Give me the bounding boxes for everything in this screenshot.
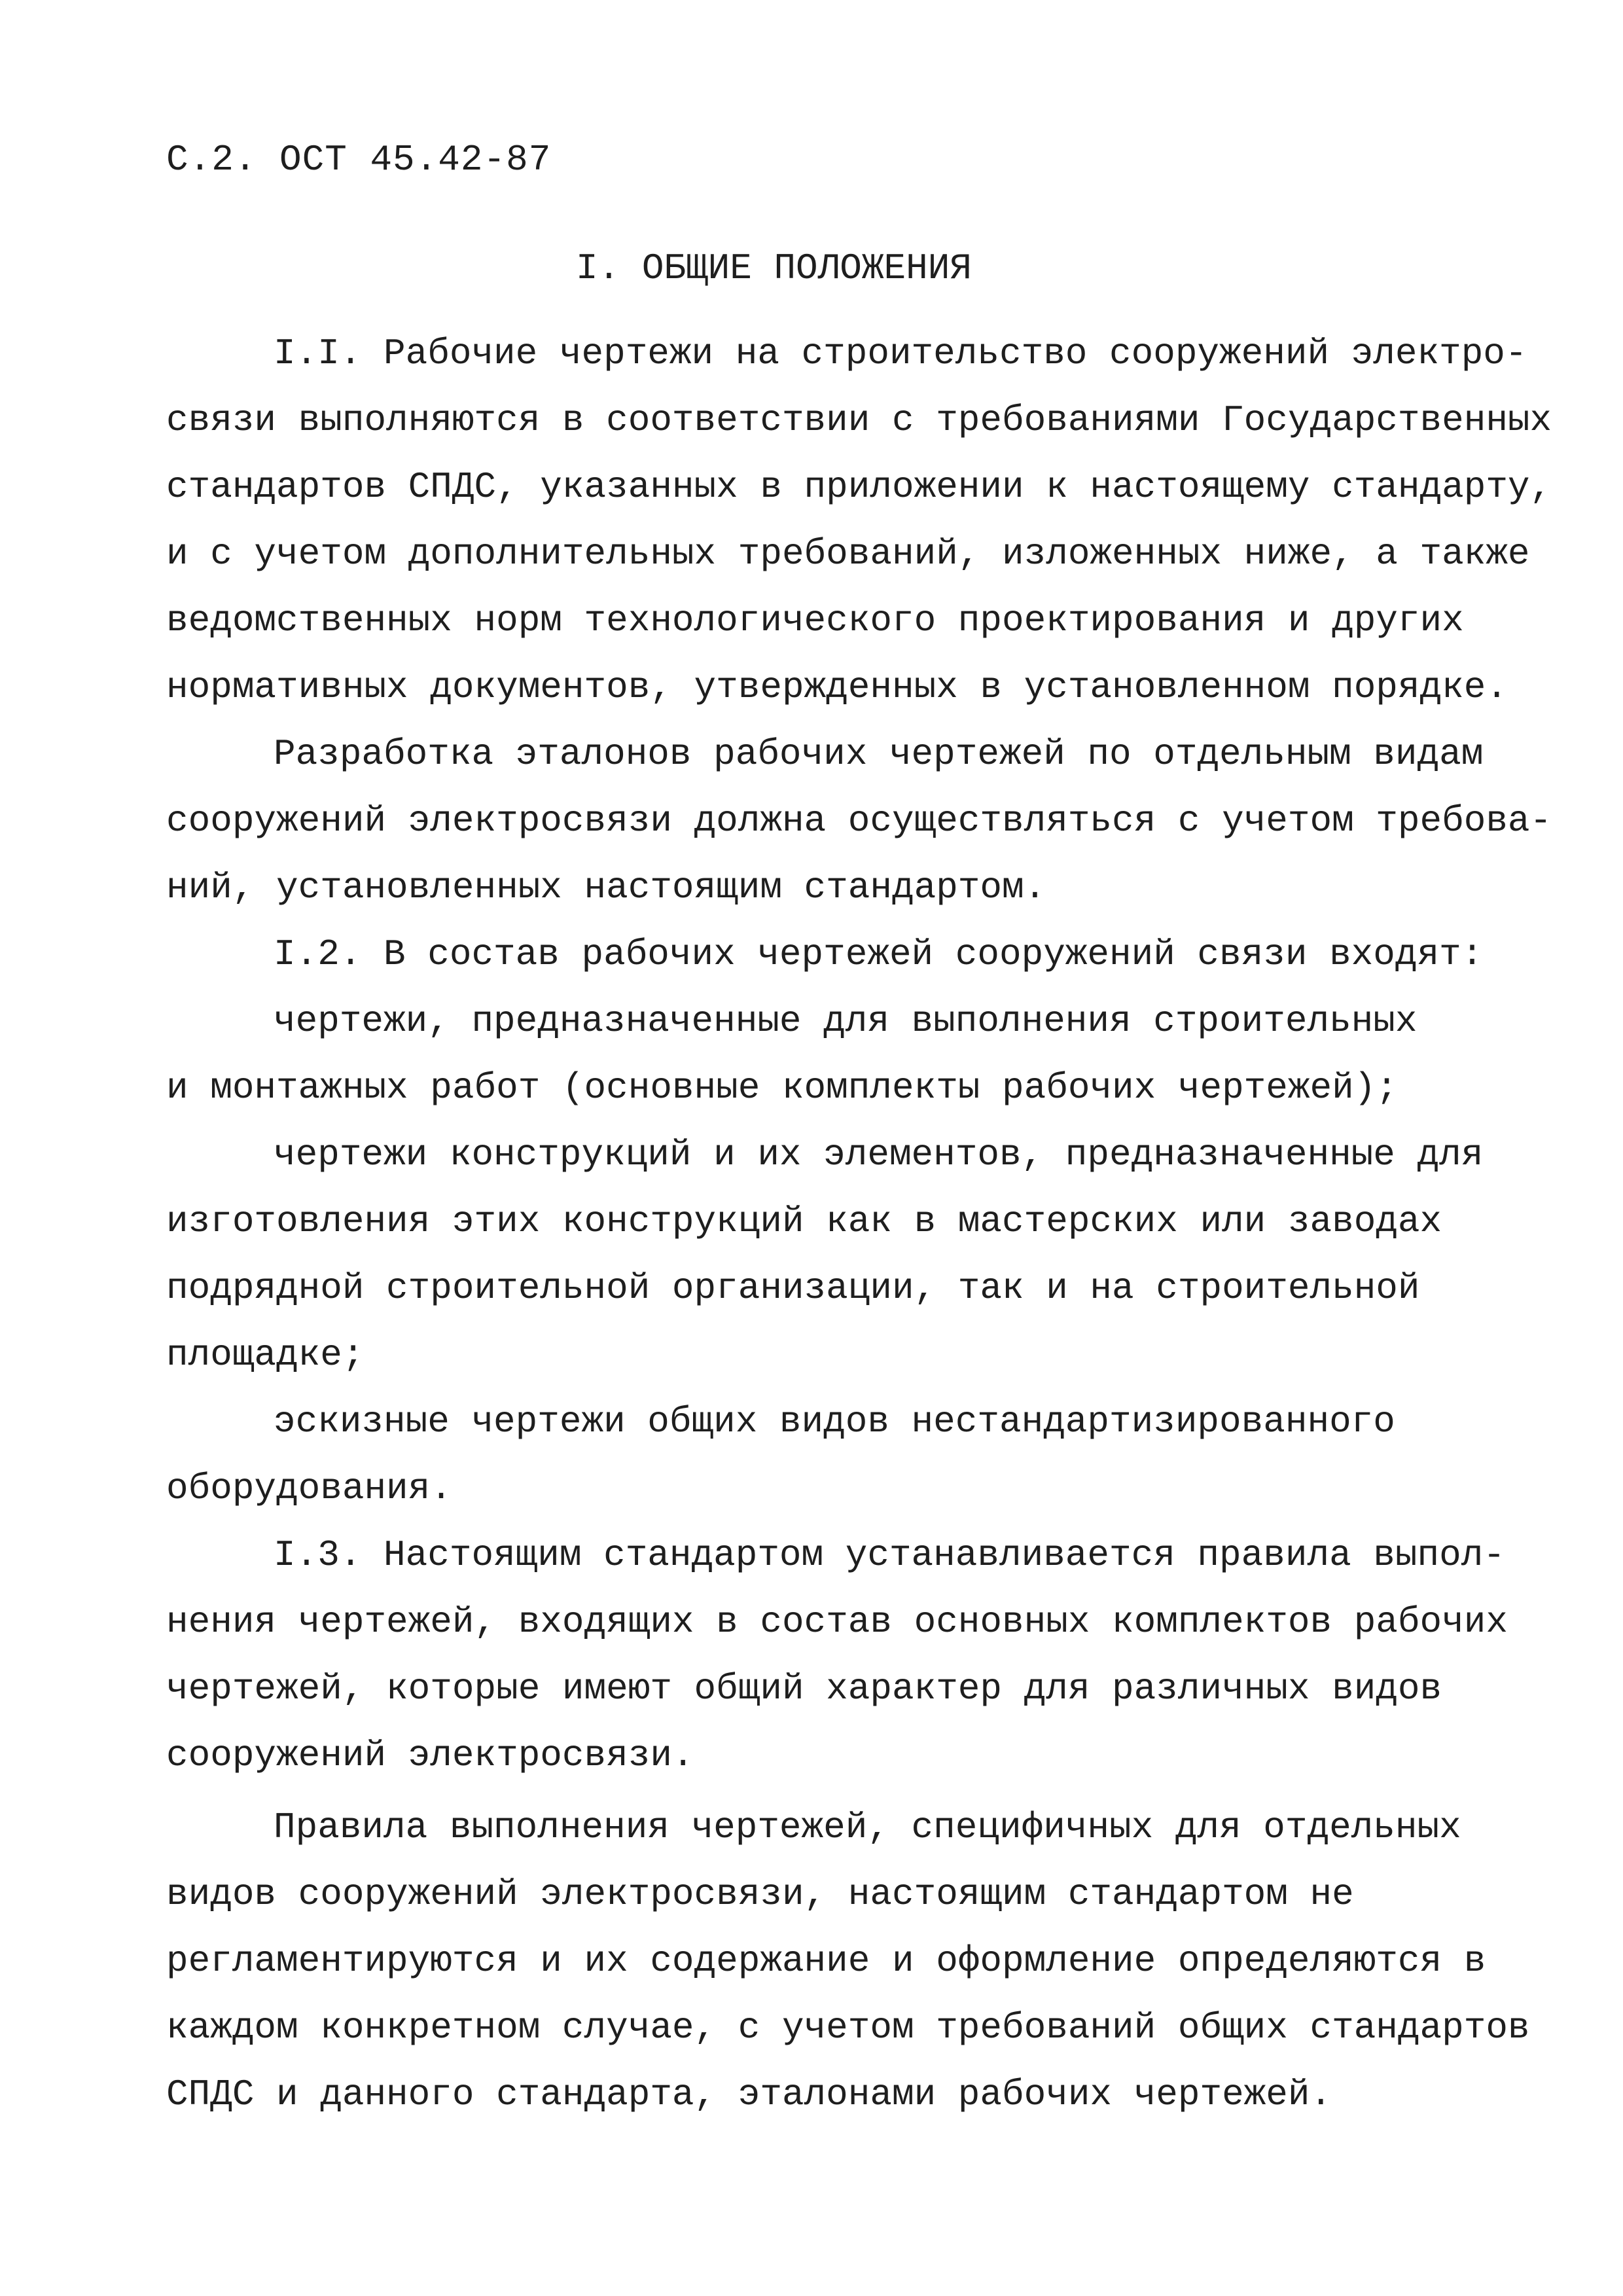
text-line: сооружений электросвязи.	[166, 1734, 694, 1776]
text-line: чертежи конструкций и их элементов, предназначенные для	[274, 1134, 1484, 1175]
text-line: оборудования.	[166, 1467, 452, 1509]
text-line: чертежей, которые имеют общий характер для различных видов	[166, 1668, 1442, 1710]
section-title: I. ОБЩИЕ ПОЛОЖЕНИЯ	[576, 247, 972, 289]
text-line: сооружений электросвязи должна осуществляться с учетом требова-	[166, 800, 1552, 842]
text-line: чертежи, предназначенные для выполнения строительных	[274, 1000, 1418, 1042]
text-line: I.2. В состав рабочих чертежей сооружений связи входят:	[274, 933, 1484, 975]
text-line: изготовления этих конструкций как в мастерских или заводах	[166, 1200, 1442, 1242]
text-line: каждом конкретном случае, с учетом требований общих стандартов	[166, 2007, 1530, 2049]
text-line: стандартов СПДС, указанных в приложении к настоящему стандарту,	[166, 466, 1552, 508]
text-line: Правила выполнения чертежей, специфичных для отдельных	[274, 1806, 1461, 1848]
text-line: регламентируются и их содержание и оформление определяются в	[166, 1940, 1486, 1982]
text-line: Разработка эталонов рабочих чертежей по отдельным видам	[274, 733, 1484, 775]
text-line: нормативных документов, утвержденных в установленном порядке.	[166, 666, 1508, 708]
text-line: связи выполняются в соответствии с требованиями Государственных	[166, 399, 1552, 441]
text-line: ний, установленных настоящим стандартом.	[166, 867, 1046, 908]
text-line: видов сооружений электросвязи, настоящим стандартом не	[166, 1873, 1354, 1915]
text-line: и монтажных работ (основные комплекты рабочих чертежей);	[166, 1067, 1398, 1109]
text-line: подрядной строительной организации, так и на строительной	[166, 1267, 1420, 1309]
text-line: площадке;	[166, 1334, 365, 1376]
text-line: ведомственных норм технологического проектирования и других	[166, 600, 1464, 641]
text-line: нения чертежей, входящих в состав основных комплектов рабочих	[166, 1601, 1508, 1643]
text-line: СПДС и данного стандарта, эталонами рабочих чертежей.	[166, 2073, 1332, 2115]
text-line: I.3. Настоящим стандартом устанавливается правила выпол-	[274, 1534, 1505, 1576]
page-header: С.2. ОСТ 45.42-87	[166, 139, 552, 181]
text-line: и с учетом дополнительных требований, изложенных ниже, а также	[166, 533, 1530, 575]
text-line: эскизные чертежи общих видов нестандартизированного	[274, 1401, 1395, 1443]
text-line: I.I. Рабочие чертежи на строительство сооружений электро-	[274, 332, 1527, 374]
